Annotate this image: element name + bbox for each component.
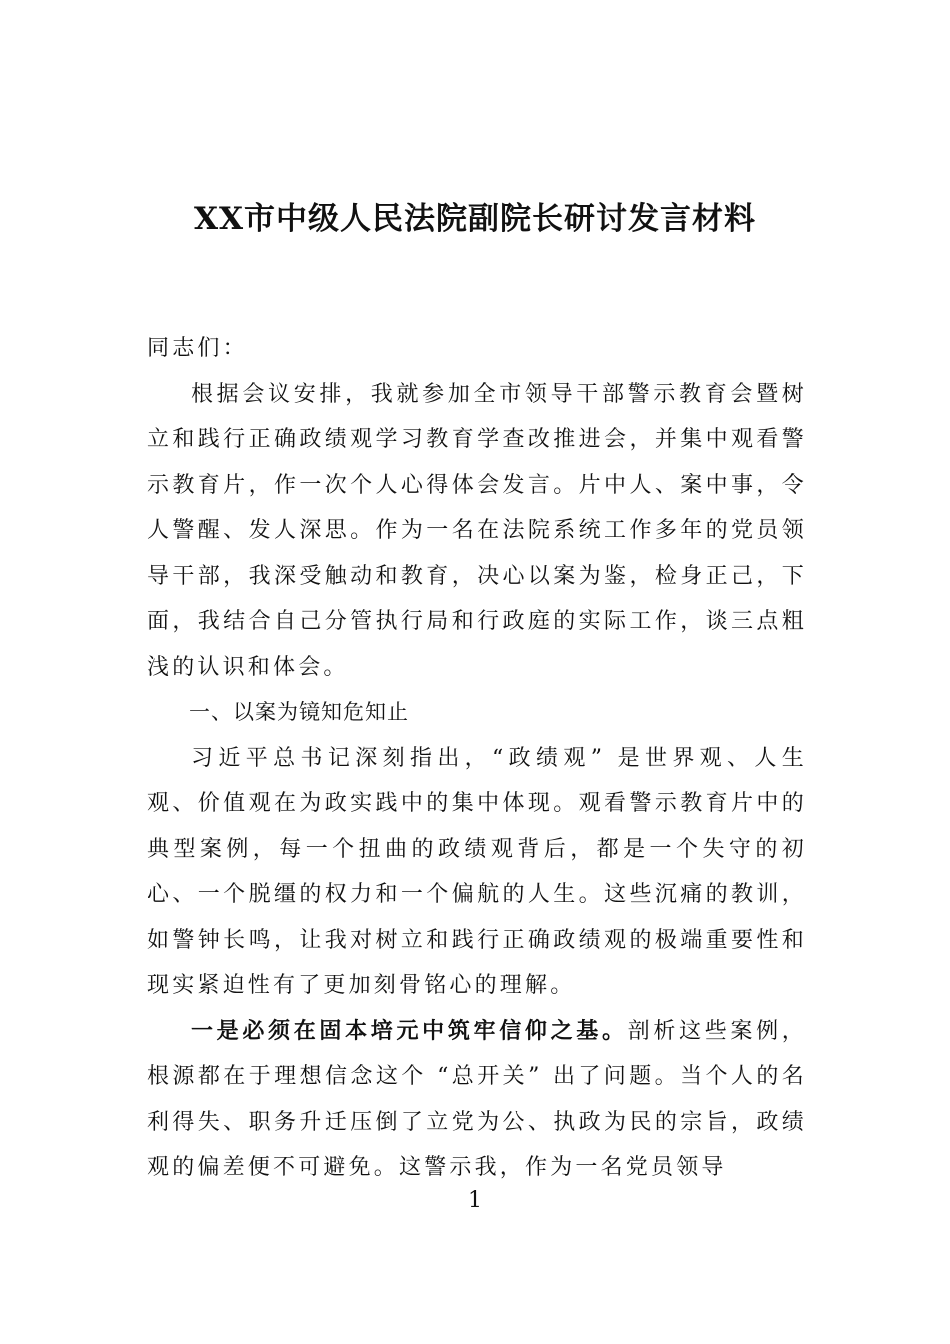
paragraph-point-1 — [147, 1009, 807, 1191]
document-title: XX市中级人民法院副院长研讨发言材料 — [193, 201, 757, 237]
page-number: 1 — [468, 1188, 482, 1213]
point-1-text: 剖析这些案例，根源都在于理想信念这个 “总开关” 出了问题。当个人的名利得失、职务升迁压倒了立党为公、执政为民的宗旨，政绩观的偏差便不可避免。这警示我，作为一名党员领导 — [147, 1018, 807, 1180]
section-heading-1: 一、以案为镜知危知止 — [189, 700, 409, 724]
document-body — [147, 326, 807, 1191]
point-1-lead: 一是必须在固本培元中筑牢信仰之基。 — [191, 1017, 628, 1044]
salutation: 同志们： — [147, 336, 248, 361]
paragraph-intro: 根据会议安排，我就参加全市领导干部警示教育会暨树立和践行正确政绩观学习教育学查改推进会，并集中观看警示教育片，作一次个人心得体会发言。片中人、案中事，令人警醒、发人深思。作为一名在法院系统工作多年的党员领导干部，我深受触动和教育，决心以案为鉴，检身正己，下面，我结合自己分管执行局和行政庭的实际工作，谈三点粗浅的认识和体会。 — [147, 381, 807, 680]
paragraph-section-1: 习近平总书记深刻指出，“政绩观” 是世界观、人生观、价值观在为政实践中的集中体现。观看警示教育片中的典型案例，每一个扭曲的政绩观背后，都是一个失守的初心、一个脱缰的权力和一个偏航的人生。这些沉痛的教训，如警钟长鸣，让我对树立和践行正确政绩观的极端重要性和现实紧迫性有了更加刻骨铭心的理解。 — [147, 745, 807, 998]
